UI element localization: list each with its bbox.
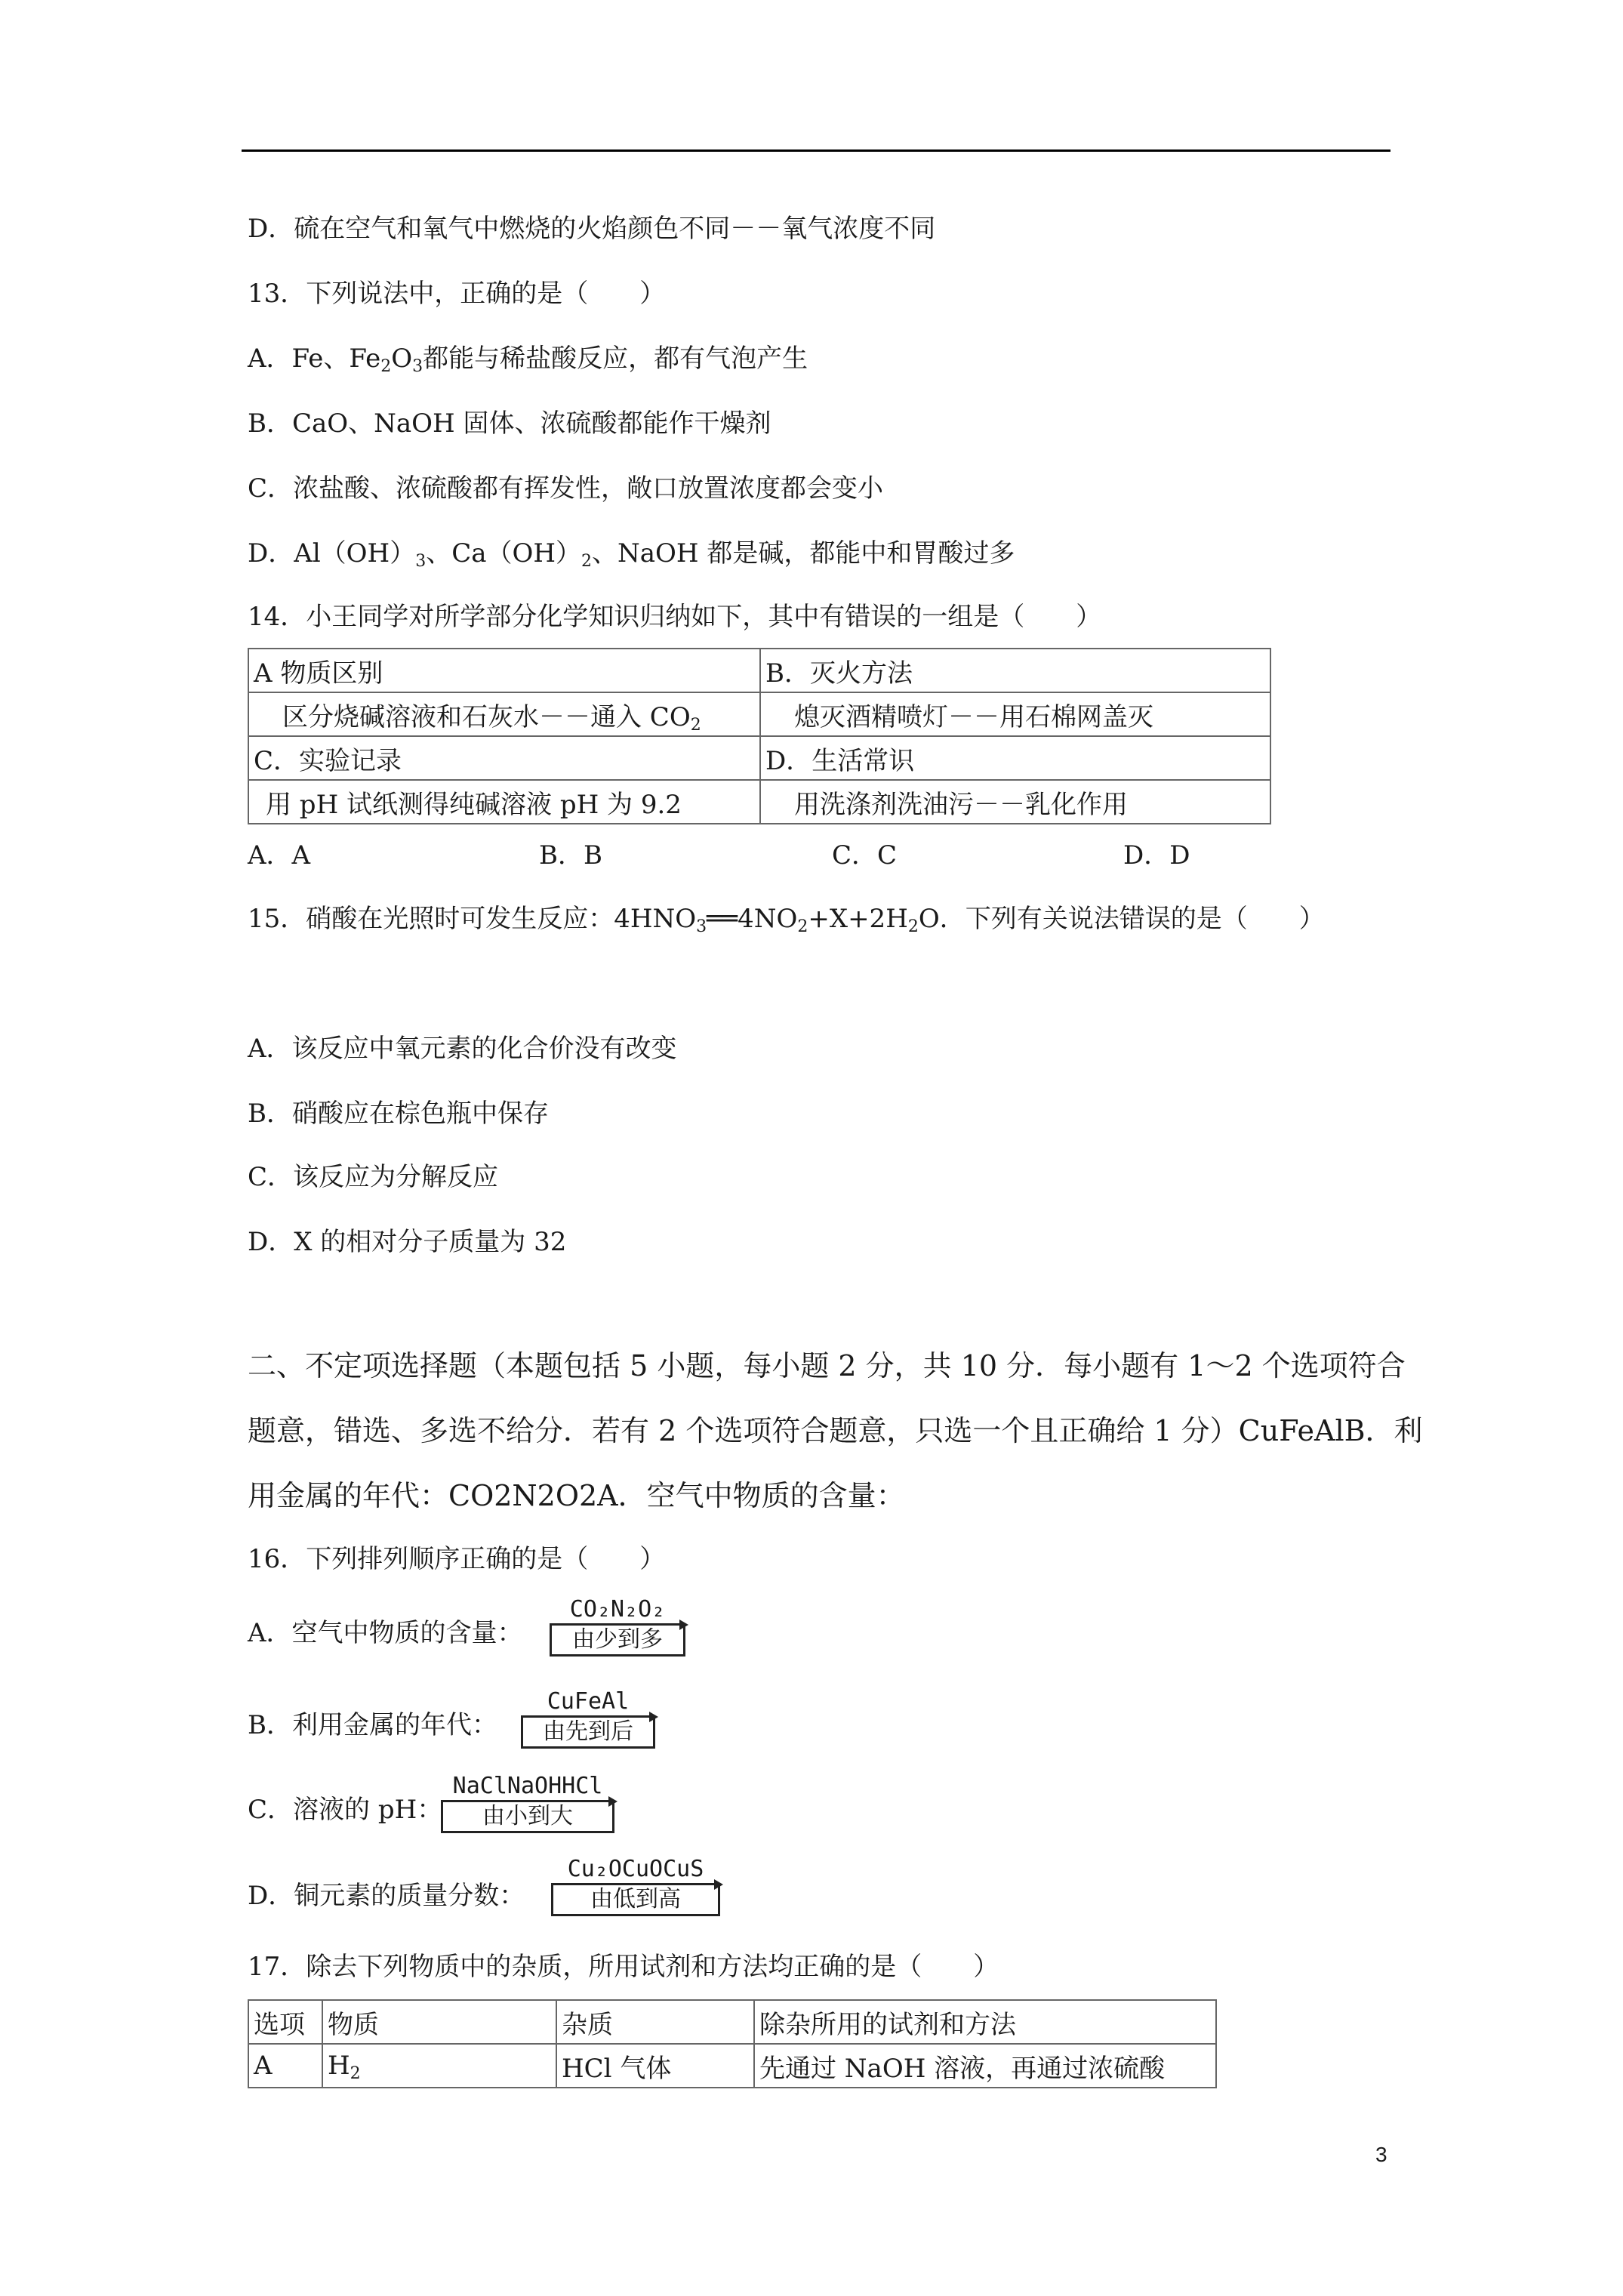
q16-b-bottom: 由先到后 [521, 1718, 655, 1749]
q17-stem: 17．除去下列物质中的杂质，所用试剂和方法均正确的是（ ） [248, 1952, 999, 1982]
q13-option-d: D．$Al(OH)_3$、$Ca(OH)_2$、NaOH 都是碱，都能中和胃酸过多 [248, 538, 1015, 571]
q13-option-a: A．Fe、$Fe_2O_3$都能与稀盐酸反应，都有气泡产生 [248, 344, 808, 376]
q14-cell: A 物质区别 [248, 649, 760, 692]
q14-cell: 用洗涤剂洗油污－－乳化作用 [760, 780, 1270, 824]
q16-c-sequence [441, 1773, 614, 1833]
q16-d-top: Cu₂OCuOCuS [551, 1856, 720, 1885]
q16-option-c: C．溶液的 pH： [248, 1795, 443, 1825]
q15-stem: 15．硝酸在光照时可发生反应：$4HNO_3══4NO_2+X+2H_2O$．下列有关说法错误的是（ ） [248, 904, 1325, 936]
q13-option-b: B．CaO、NaOH 固体、浓硫酸都能作干燥剂 [248, 408, 771, 439]
header-rule [242, 149, 1390, 152]
q16-c-bottom: 由小到大 [441, 1802, 614, 1833]
q17-cell: 先通过 NaOH 溶液，再通过浓硫酸 [754, 2044, 1216, 2088]
q16-a-bottom: 由少到多 [550, 1626, 685, 1657]
q16-c-top: NaClNaOHHCl [441, 1773, 614, 1802]
q16-option-b: B．利用金属的年代： [248, 1710, 497, 1740]
q16-b-sequence [521, 1688, 655, 1749]
q17-header: 物质 [322, 2000, 556, 2044]
q14-table [248, 648, 1271, 824]
q17-cell: $H_2$ [322, 2044, 556, 2088]
q15-option-c: C．该反应为分解反应 [248, 1162, 499, 1192]
q14-cell: 用 pH 试纸测得纯碱溶液 pH 为 9.2 [248, 780, 760, 824]
page-number: 3 [1375, 2143, 1387, 2166]
q15-option-a: A．该反应中氧元素的化合价没有改变 [248, 1034, 677, 1064]
q16-d-bottom: 由低到高 [551, 1885, 720, 1916]
section2-line3: 用金属的年代：CO2N2O2A．空气中物质的含量： [248, 1479, 905, 1512]
q15-option-b: B．硝酸应在棕色瓶中保存 [248, 1099, 549, 1129]
q16-a-sequence [550, 1596, 685, 1657]
q14-cell: D．生活常识 [760, 736, 1270, 780]
q14-option-d: D．D [1123, 840, 1190, 871]
q16-b-top: CuFeAl [521, 1688, 655, 1718]
q14-option-b: B．B [539, 840, 602, 871]
q16-stem: 16．下列排列顺序正确的是（ ） [248, 1544, 666, 1574]
q14-cell: B．灭火方法 [760, 649, 1270, 692]
q17-header: 选项 [248, 2000, 322, 2044]
q12-option-d: D．硫在空气和氧气中燃烧的火焰颜色不同－－氧气浓度不同 [248, 214, 936, 244]
q14-option-c: C．C [832, 840, 898, 871]
q13-stem: 13．下列说法中，正确的是（ ） [248, 279, 666, 309]
section2-line2: 题意，错选、多选不给分．若有 2 个选项符合题意，只选一个且正确给 1 分）CuFeAlB．利 [248, 1414, 1423, 1447]
q14-cell: 区分烧碱溶液和石灰水－－通入 $CO_2$ [248, 692, 760, 736]
q14-cell: 熄灭酒精喷灯－－用石棉网盖灭 [760, 692, 1270, 736]
q16-d-sequence [551, 1856, 720, 1916]
q16-option-d: D．铜元素的质量分数： [248, 1881, 525, 1911]
section2-line1: 二、不定项选择题（本题包括 5 小题，每小题 2 分，共 10 分．每小题有 1～2 个选项符合 [248, 1349, 1406, 1382]
q14-option-a: A．A [248, 840, 311, 871]
q16-a-top: CO₂N₂O₂ [550, 1596, 685, 1626]
q15-option-d: D．X 的相对分子质量为 32 [248, 1227, 567, 1257]
q17-header: 除杂所用的试剂和方法 [754, 2000, 1216, 2044]
q17-cell: A [248, 2044, 322, 2088]
q16-option-a: A．空气中物质的含量： [248, 1618, 523, 1648]
q14-stem: 14．小王同学对所学部分化学知识归纳如下，其中有错误的一组是（ ） [248, 602, 1102, 632]
q14-cell: C．实验记录 [248, 736, 760, 780]
q13-option-c: C．浓盐酸、浓硫酸都有挥发性，敞口放置浓度都会变小 [248, 473, 884, 504]
q17-table [248, 1999, 1217, 2088]
q17-header: 杂质 [556, 2000, 754, 2044]
q17-cell: HCl 气体 [556, 2044, 754, 2088]
